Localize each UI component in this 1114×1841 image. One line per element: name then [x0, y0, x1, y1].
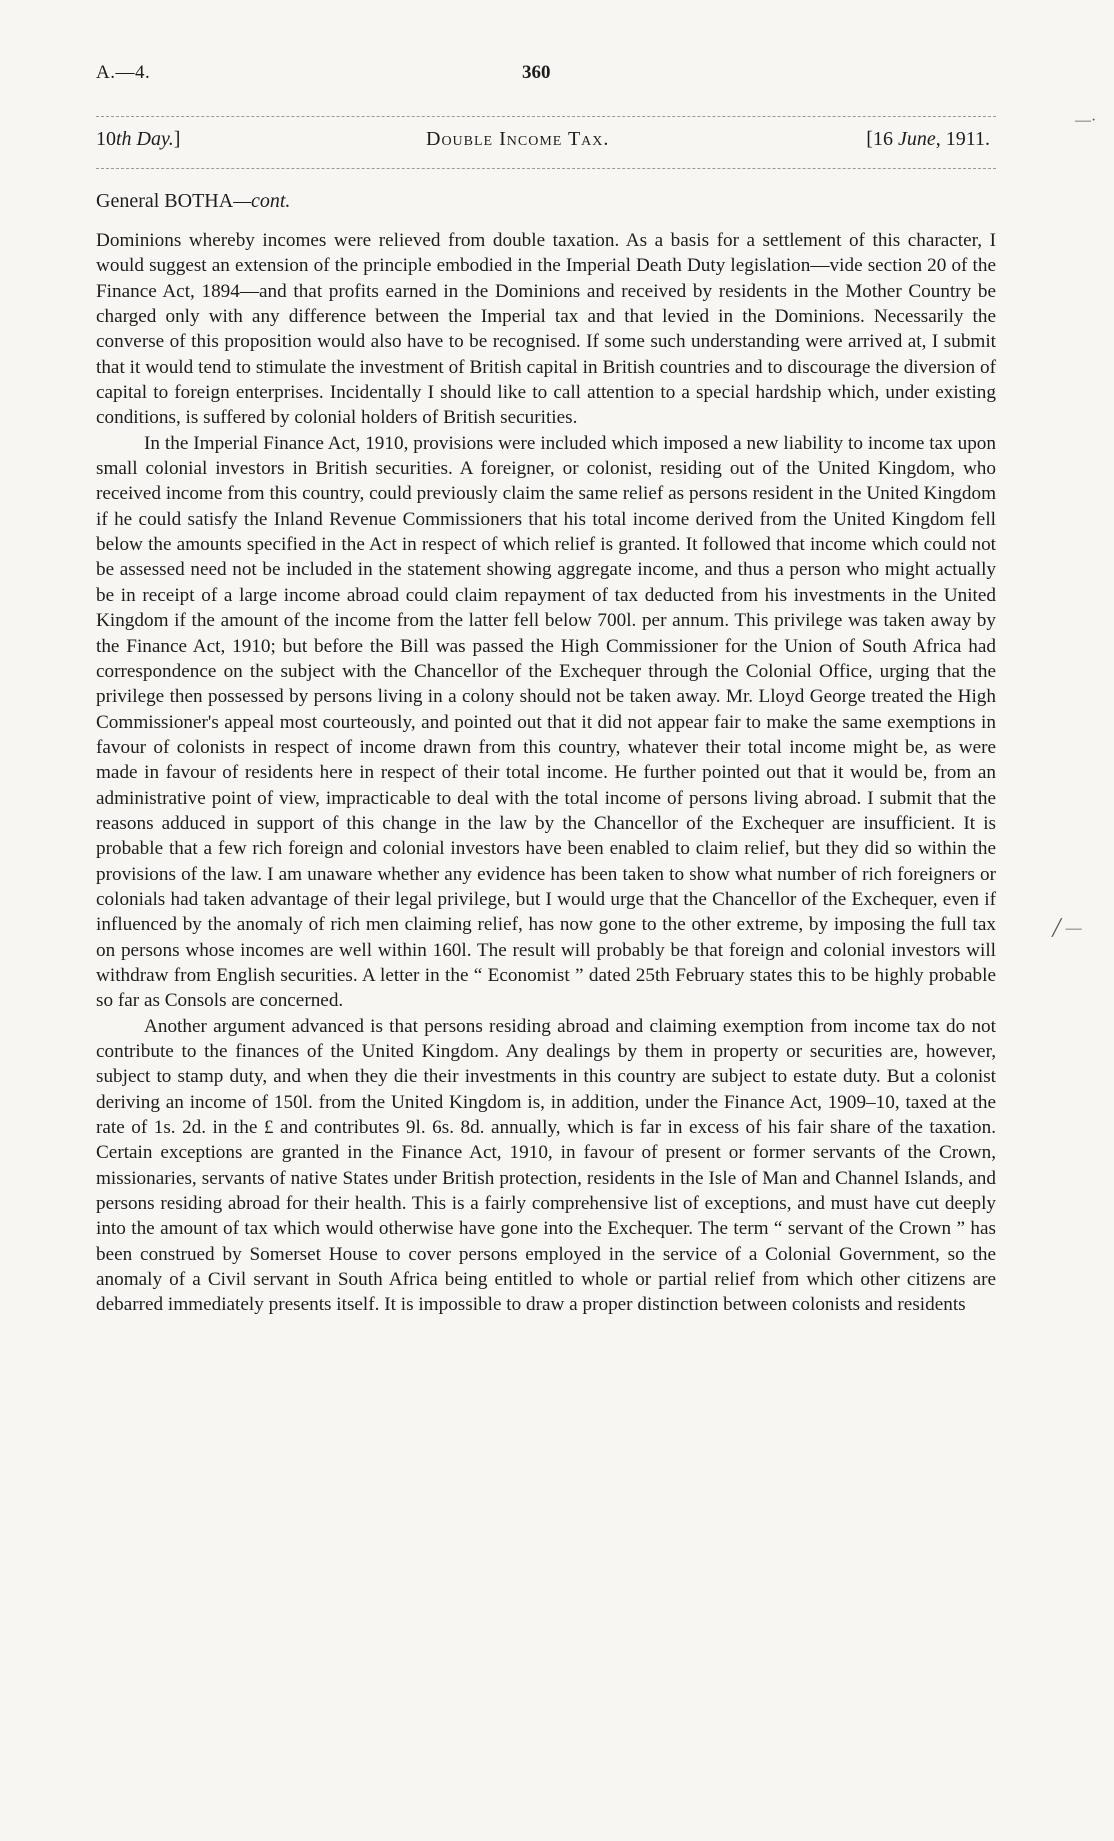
- paragraph: In the Imperial Finance Act, 1910, provisions were included which imposed a new liability to income tax upon small colonial investors in British securities. A foreigner, or colonist, residing out of the United Kingdom, who received income from this country, could previously claim the same relief as persons resident in the United Kingdom if he could satisfy the Inland Revenue Commissioners that his total income derived from the United Kingdom fell below the amounts specified in the Act in respect of which relief is granted. It followed that income which could not be assessed need not be included in the statement showing aggregate income, and thus a person who might actually be in receipt of a large income abroad could claim repayment of tax deducted from his investments in the United Kingdom if the amount of the income from the latter fell below 700l. per annum. This privilege was taken away by the Finance Act, 1910; but before the Bill was passed the High Commissioner for the Union of South Africa had correspondence on the subject with the Chancellor of the Exchequer through the Colonial Office, urging that the privilege then possessed by persons living in a colony should not be taken away. Mr. Lloyd George treated the High Commissioner's appeal most courteously, and pointed out that it did not appear fair to make the same exemptions in favour of colonists in respect of income drawn from this country, whatever their total income might be, as were made in favour of residents here in respect of their total income. He further pointed out that it would be, from an administrative point of view, impracticable to deal with the total income of persons living abroad. I submit that the reasons adduced in support of this change in the law by the Chancellor of the Exchequer are insufficient. It is probable that a few rich foreign and colonial investors have been enabled to claim relief, but they did so within the provisions of the law. I am unaware whether any evidence has been taken to show what number of rich foreigners or colonials had taken advantage of their legal privilege, but I would urge that the Chancellor of the Exchequer, even if influenced by the anomaly of rich men claiming relief, has now gone to the other extreme, by imposing the full tax on persons whose incomes are well within 160l. The result will probably be that foreign and colonial investors will withdraw from English securities. A letter in the “ Economist ” dated 25th February states this to be highly probable so far as Consols are concerned.: [96, 432, 996, 1012]
- margin-mark-icon: —·: [1075, 112, 1097, 129]
- paragraph: Dominions whereby incomes were relieved from double taxation. As a basis for a settlement of this character, I would suggest an extension of the principle embodied in the Imperial Death Duty legislation—vide section 20 of the Finance Act, 1894—and that profits earned in the Dominions and received by residents in the Mother Country be charged only with any difference between the Imperial tax and that levied in the Dominions. Necessarily the converse of this proposition would also have to be recognised. If some such understanding were arrived at, I submit that it would tend to stimulate the investment of British capital in British countries and to discourage the diversion of capital to foreign enterprises. Incidentally I should like to call attention to a special hardship which, under existing conditions, is suffered by colonial holders of British securities.: [96, 230, 996, 429]
- margin-mark-icon: ╱ —: [1052, 920, 1082, 937]
- speaker-heading: [96, 190, 290, 213]
- running-head: [96, 128, 996, 158]
- speaker-name: General BOTHA: [96, 190, 234, 212]
- page-header: [96, 62, 996, 88]
- header-rule-bottom: [96, 168, 996, 169]
- document-page: [96, 0, 996, 1841]
- document-reference: A.—4.: [96, 62, 151, 83]
- body-text: [96, 228, 996, 1318]
- running-head-title: Double Income Tax.: [426, 128, 610, 150]
- header-rule-top: [96, 116, 996, 117]
- speaker-continued: —cont.: [233, 190, 291, 212]
- page-number: 360: [522, 62, 551, 83]
- running-head-date: [16 June, 1911.: [866, 128, 990, 150]
- running-head-day: 10th Day.]: [96, 128, 181, 150]
- paragraph: Another argument advanced is that persons residing abroad and claiming exemption from income tax do not contribute to the finances of the United Kingdom. Any dealings by them in property or securities are, however, subject to stamp duty, and when they die their investments in this country are subject to estate duty. But a colonist deriving an income of 150l. from the United Kingdom is, in addition, under the Finance Act, 1909–10, taxed at the rate of 1s. 2d. in the £ and contributes 9l. 6s. 8d. annually, which is far in excess of his fair share of the taxation. Certain exceptions are granted in the Finance Act, 1910, in favour of present or former servants of the Crown, missionaries, servants of native States under British protection, residents in the Isle of Man and Channel Islands, and persons residing abroad for their health. This is a fairly comprehensive list of exceptions, and must have cut deeply into the amount of tax which would otherwise have gone into the Exchequer. The term “ servant of the Crown ” has been construed by Somerset House to cover persons employed in the service of a Colonial Government, so the anomaly of a Civil servant in South Africa being entitled to whole or partial relief from which other citizens are debarred immediately presents itself. It is impossible to draw a proper distinction between colonists and residents: [96, 1015, 996, 1316]
